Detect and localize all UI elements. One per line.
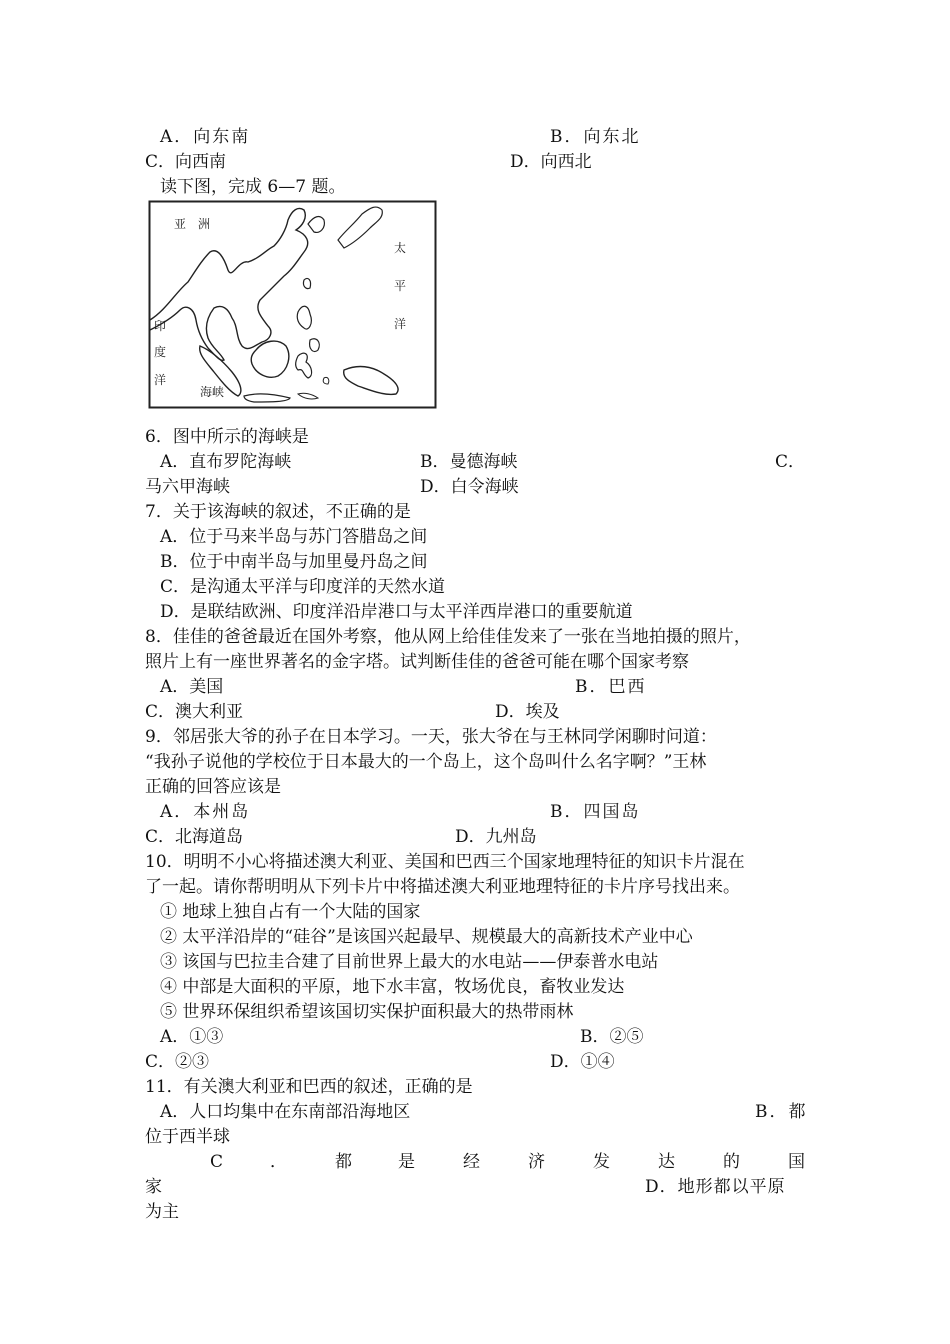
q11-option-c-char-9: 国 bbox=[788, 1152, 805, 1172]
q11-option-c-tail: 家 bbox=[145, 1177, 162, 1197]
q9-stem-line-2: “我孙子说他的学校位于日本最大的一个岛上，这个岛叫什么名字啊？”王林 bbox=[145, 752, 707, 772]
q10-option-a: A．①③ bbox=[160, 1027, 224, 1047]
q11-option-d-tail: 为主 bbox=[145, 1202, 179, 1222]
q6-stem: 6．图中所示的海峡是 bbox=[145, 427, 309, 447]
q8-stem-line-2: 照片上有一座世界著名的金字塔。试判断佳佳的爸爸可能在哪个国家考察 bbox=[145, 652, 689, 672]
q9-option-b: B．四国岛 bbox=[550, 802, 641, 822]
q11-option-c-char-0: C bbox=[210, 1152, 224, 1172]
q8-option-b: B．巴西 bbox=[575, 677, 647, 697]
intro-6-7: 读下图，完成 6—7 题。 bbox=[160, 177, 346, 197]
map-label-pacific-3: 洋 bbox=[394, 317, 407, 331]
q6-option-a: A．直布罗陀海峡 bbox=[160, 452, 292, 472]
q7-option-c: C．是沟通太平洋与印度洋的天然水道 bbox=[160, 577, 446, 597]
q9-option-d: D．九州岛 bbox=[455, 827, 537, 847]
borneo-island bbox=[251, 341, 289, 377]
q11-option-a: A．人口均集中在东南部沿海地区 bbox=[160, 1102, 411, 1122]
q11-option-b-text: 位于西半球 bbox=[145, 1127, 230, 1147]
taiwan-island bbox=[303, 278, 310, 288]
q11-option-c-char-1: ． bbox=[270, 1152, 287, 1172]
q10-stem-line-1: 10．明明不小心将描述澳大利亚、美国和巴西三个国家地理特征的知识卡片混在 bbox=[145, 852, 745, 872]
sulawesi-island bbox=[296, 353, 312, 378]
q7-option-b: B．位于中南半岛与加里曼丹岛之间 bbox=[160, 552, 428, 572]
japan-islands bbox=[338, 207, 382, 248]
map-label-indian-3: 洋 bbox=[154, 373, 167, 387]
q10-stem-line-2: 了一起。请你帮明明从下列卡片中将描述澳大利亚地理特征的卡片序号找出来。 bbox=[145, 877, 740, 897]
small-island-1 bbox=[323, 377, 329, 384]
java-island bbox=[244, 394, 290, 402]
map-frame bbox=[150, 202, 436, 408]
q6-option-c-text: 马六甲海峡 bbox=[145, 477, 230, 497]
q11-option-c-char-3: 是 bbox=[398, 1152, 415, 1172]
q7-option-a: A．位于马来半岛与苏门答腊岛之间 bbox=[160, 527, 428, 547]
q11-option-b-letter: B．都 bbox=[755, 1102, 808, 1122]
map-label-pacific-1: 太 bbox=[394, 241, 407, 255]
korea-peninsula bbox=[308, 217, 324, 233]
q8-option-d: D．埃及 bbox=[495, 702, 560, 722]
map-label-indian-2: 度 bbox=[154, 345, 167, 359]
q9-option-c: C．北海道岛 bbox=[145, 827, 244, 847]
q8-option-a: A．美国 bbox=[160, 677, 224, 697]
q11-option-c-char-5: 济 bbox=[528, 1152, 545, 1172]
mindanao-island bbox=[310, 339, 320, 352]
q10-card-3: ③ 该国与巴拉圭合建了目前世界上最大的水电站——伊泰普水电站 bbox=[160, 952, 659, 972]
q5-option-a: A．向东南 bbox=[160, 127, 251, 147]
map-label-pacific-2: 平 bbox=[394, 279, 407, 293]
map-drawing bbox=[148, 200, 438, 410]
q6-option-d: D．白令海峡 bbox=[420, 477, 519, 497]
q10-card-2: ② 太平洋沿岸的“硅谷”是该国兴起最早、规模最大的高新技术产业中心 bbox=[160, 927, 693, 947]
asia-coastline bbox=[150, 208, 308, 360]
q5-option-d: D．向西北 bbox=[510, 152, 592, 172]
q11-option-c-char-6: 发 bbox=[593, 1152, 610, 1172]
q10-option-b: B．②⑤ bbox=[580, 1027, 644, 1047]
q10-option-c: C．②③ bbox=[145, 1052, 210, 1072]
new-guinea-island bbox=[344, 367, 398, 395]
q11-stem: 11．有关澳大利亚和巴西的叙述，正确的是 bbox=[145, 1077, 473, 1097]
q10-card-4: ④ 中部是大面积的平原，地下水丰富，牧场优良，畜牧业发达 bbox=[160, 977, 625, 997]
map-label-indian-1: 印 bbox=[154, 319, 167, 333]
q11-option-c-char-4: 经 bbox=[463, 1152, 480, 1172]
q10-card-1: ① 地球上独自占有一个大陆的国家 bbox=[160, 902, 421, 922]
q5-option-c: C．向西南 bbox=[145, 152, 227, 172]
q9-option-a: A．本州岛 bbox=[160, 802, 251, 822]
q6-option-b: B．曼德海峡 bbox=[420, 452, 518, 472]
map-label-strait: 海峡 bbox=[200, 385, 225, 399]
q9-stem-line-3: 正确的回答应该是 bbox=[145, 777, 281, 797]
q6-option-c-letter: C． bbox=[775, 452, 806, 472]
q5-option-b: B．向东北 bbox=[550, 127, 641, 147]
q11-option-c-char-2: 都 bbox=[335, 1152, 352, 1172]
q11-option-d: D．地形都以平原 bbox=[645, 1177, 786, 1197]
q10-option-d: D．①④ bbox=[550, 1052, 615, 1072]
q8-stem-line-1: 8．佳佳的爸爸最近在国外考察，他从网上给佳佳发来了一张在当地拍摄的照片， bbox=[145, 627, 751, 647]
q9-stem-line-1: 9．邻居张大爷的孙子在日本学习。一天，张大爷在与王林同学闲聊时问道： bbox=[145, 727, 717, 747]
q7-stem: 7．关于该海峡的叙述，不正确的是 bbox=[145, 502, 411, 522]
q7-option-d: D．是联结欧洲、印度洋沿岸港口与太平洋西岸港口的重要航道 bbox=[160, 602, 633, 622]
southeast-asia-map bbox=[148, 200, 438, 410]
philippines-islands bbox=[297, 306, 311, 329]
q8-option-c: C．澳大利亚 bbox=[145, 702, 244, 722]
small-island-2 bbox=[298, 393, 318, 399]
q11-option-c-char-7: 达 bbox=[658, 1152, 675, 1172]
q10-card-5: ⑤ 世界环保组织希望该国切实保护面积最大的热带雨林 bbox=[160, 1002, 574, 1022]
q11-option-c-char-8: 的 bbox=[723, 1152, 740, 1172]
map-label-asia: 亚 洲 bbox=[174, 217, 211, 231]
